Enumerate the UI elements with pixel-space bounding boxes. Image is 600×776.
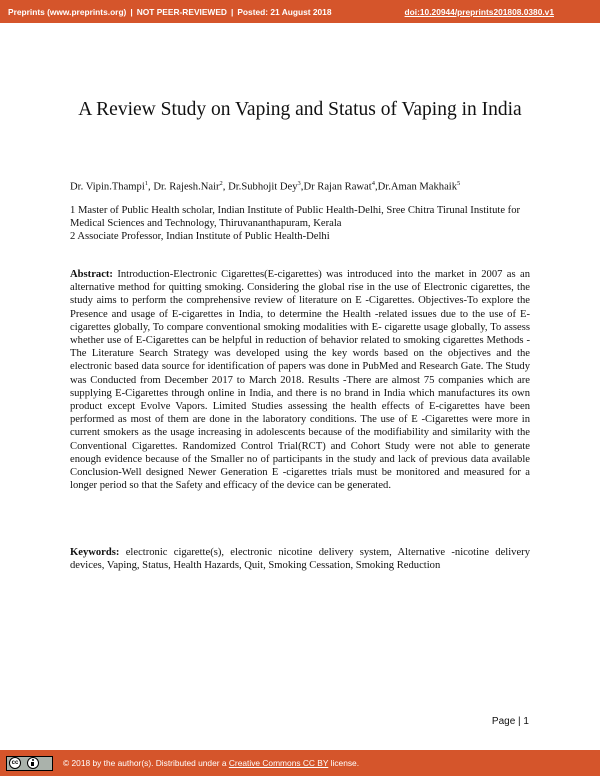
license-text: [63, 758, 359, 768]
abstract-text: Introduction-Electronic Cigarettes(E-cigarettes) was introduced into the market in 2007 as an alternative method for quitting smoking. Considering the global rise in the use of Electronic cigarettes, the study aims to perform the comprehensive review of literature on E -Cigarettes. Objectives-To explore the Presence and usage of E-cigarettes in India, to determine the Health -related issues due to the use of E- cigarettes globally, To compare conventional smoking modalities with E- cigarette usage globally, To assess whether use of E-Cigarettes can be helpful in reduction of behavior related to smoking cigarettes Methods -The Literature Search Strategy was developed using the key words based on the objectives and the electronic based data source for identification of papers was done in PubMed and Research Gate. The Study was Conducted from December 2017 to March 2018. Results -There are almost 75 companies which are supplying E-Cigarettes through online in India, and there is no brand in India which manufactures its own product except Evolve Vapors. Limited Studies assessing the health effects of E-cigarettes have been performed as most of them are done in the laboratory conditions. The use of E -Cigarettes were more in current smokers as the usage increasing in adolescents because of the modifiability and similarity with the Conventional Cigarettes. Randomized Control Trial(RCT) and Cohort Study were not able to generate enough evidence because of the Smaller no of participants in the study and lack of previous data available Conclusion-Well designed Newer Generation E -cigarettes trials must be monitored and measured for a longer period so that the Safety and efficacy of the device can be generated.: [70, 269, 530, 492]
author-affiliation-number: 4: [371, 180, 375, 187]
paper-title: A Review Study on Vaping and Status of Vaping in India: [78, 99, 522, 120]
license-suffix: license.: [328, 758, 360, 768]
header-left: Preprints (www.preprints.org) | NOT PEER-REVIEWED | Posted: 21 August 2018: [8, 6, 332, 17]
author-affiliation-number: 3: [297, 180, 301, 187]
keywords-text: electronic cigarette(s), electronic nicotine delivery system, Alternative -nicotine delivery devices, Vaping, Status, Health Hazards, Quit, Smoking Cessation, Smoking Reduction: [70, 547, 530, 572]
cc-by-icon[interactable]: [6, 756, 53, 771]
page-number: Page | 1: [491, 716, 529, 727]
person-icon: [27, 757, 39, 769]
license-prefix: © 2018 by the author(s). Distributed under a: [63, 758, 229, 768]
preprint-header-bar: [0, 0, 600, 23]
author-name: Dr.Subhojit Dey: [228, 181, 298, 193]
author-list: Dr. Vipin.Thampi$^1$, Dr. Rajesh.Nair$^2$, Dr.Subhojit Dey$^3$,Dr Rajan Rawat$^4$,Dr.Aman Makhaik$^5$: [70, 180, 461, 193]
keywords-label: Keywords:: [70, 547, 120, 558]
author-name: Dr. Rajesh.Nair: [153, 181, 220, 193]
affiliation-2: 2 Associate Professor, Indian Institute of Public Health-Delhi: [70, 231, 330, 243]
author-affiliation-number: 5: [457, 180, 461, 187]
abstract-label: Abstract:: [70, 269, 113, 280]
review-status: NOT PEER-REVIEWED: [136, 6, 227, 17]
abstract: [70, 268, 530, 492]
license-link[interactable]: Creative Commons CC BY: [228, 758, 329, 768]
keywords: [70, 546, 530, 572]
author-affiliation-number: 2: [219, 180, 223, 187]
author-affiliation-number: 1: [144, 180, 149, 187]
affiliations: [70, 204, 530, 244]
doi-link[interactable]: doi:10.20944/preprints201808.0380.v1: [404, 6, 554, 17]
cc-icon: cc: [9, 757, 21, 769]
author-name: Dr. Vipin.Thampi: [70, 181, 145, 193]
author-name: Dr.Aman Makhaik: [377, 181, 458, 193]
license-footer-bar: [0, 750, 600, 776]
affiliation-1: 1 Master of Public Health scholar, Indian Institute of Public Health-Delhi, Sree Chitra Tirunal Institute for Medical Sciences and Technology, Thiruvananthapuram, Kerala: [70, 205, 521, 230]
posted-date: Posted: 21 August 2018: [237, 6, 332, 17]
source-label: Preprints (www.preprints.org): [8, 6, 127, 17]
author-name: Dr Rajan Rawat: [303, 181, 372, 193]
